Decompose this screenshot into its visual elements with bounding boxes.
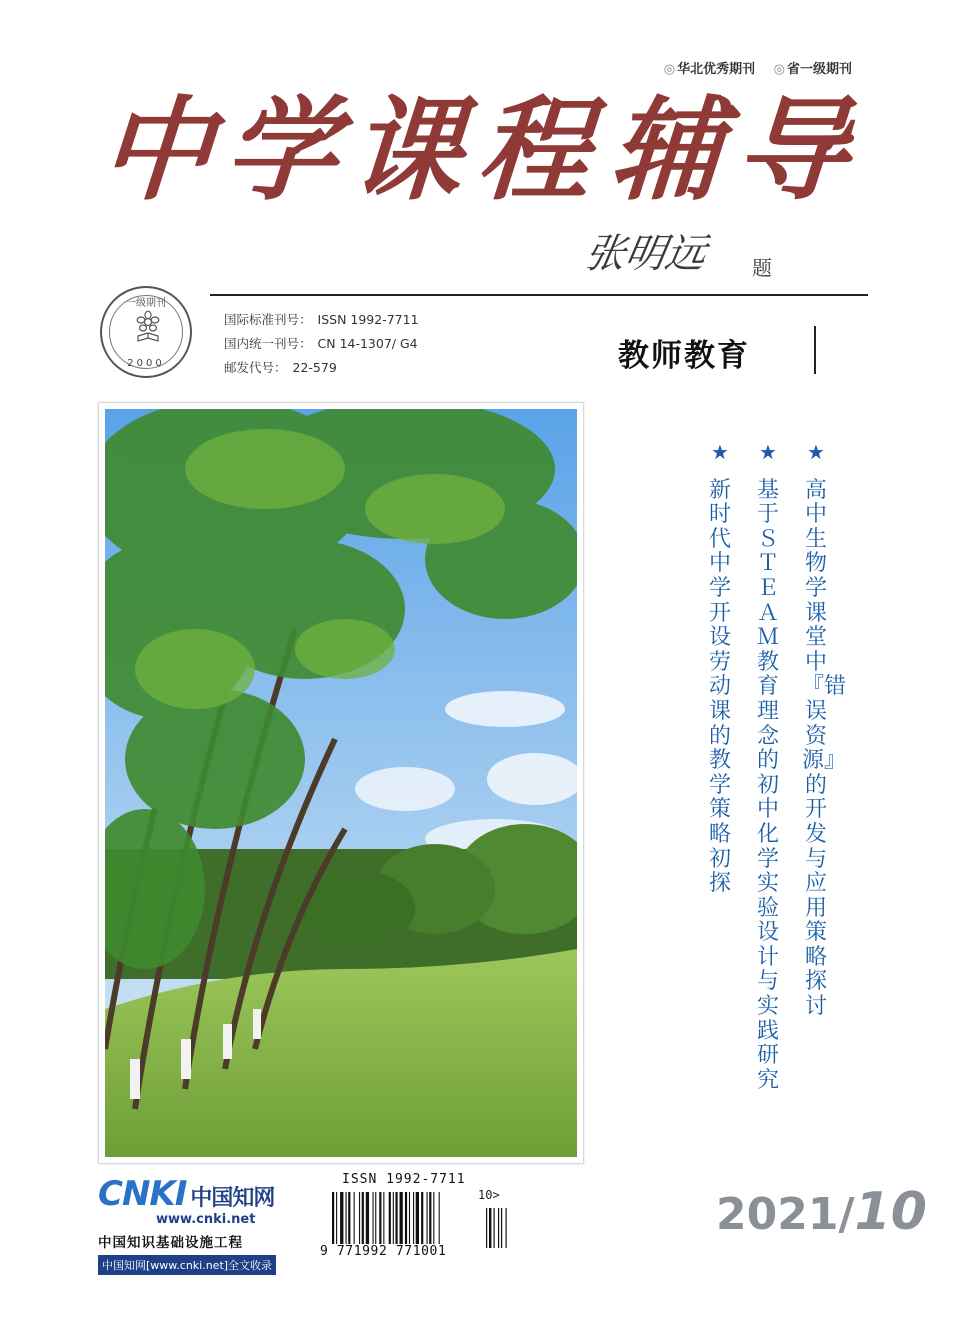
barcode-bar xyxy=(413,1192,414,1244)
barcode-bar xyxy=(395,1192,397,1244)
headline-biology xyxy=(802,440,847,1020)
headline-text: 基于ＳＴＥＡＭ教育理念的初中化学实验设计与实践研究 xyxy=(756,477,779,1093)
barcode-bar xyxy=(405,1192,407,1244)
masthead-char: 学 xyxy=(220,85,342,216)
masthead-char: 辅 xyxy=(605,85,727,216)
headline-labor-course xyxy=(706,440,734,897)
cnki-project: 中国知识基础设施工程 xyxy=(98,1235,243,1251)
barcode-bar xyxy=(362,1192,364,1244)
cnki-logo-cn: 中国知网 xyxy=(190,1185,275,1211)
barcode-addon-bar xyxy=(506,1208,507,1248)
barcode-bar xyxy=(332,1192,334,1244)
badges xyxy=(650,58,852,77)
postal-code-row: 邮发代号： 22-579 xyxy=(224,360,337,375)
barcode-bar xyxy=(340,1192,343,1244)
masthead-char: 中 xyxy=(95,85,217,216)
first-class-journal-seal xyxy=(100,286,192,378)
barcode-bar xyxy=(359,1192,360,1244)
issn-row: 国际标准刊号： ISSN 1992-7711 xyxy=(224,312,419,327)
headline-text: 新时代中学开设劳动课的教学策略初探 xyxy=(708,477,731,897)
barcode-bar xyxy=(433,1192,434,1244)
cnki-logo: CNKI 中国知网 xyxy=(98,1174,275,1214)
barcode-bar xyxy=(373,1192,374,1244)
barcode-bar xyxy=(348,1192,350,1244)
publication-info xyxy=(224,308,419,380)
barcode-bar xyxy=(409,1192,410,1244)
barcode-bar xyxy=(389,1192,391,1244)
flower-book-emblem-icon xyxy=(132,310,164,342)
star-icon: ★ xyxy=(759,440,777,464)
barcode-addon-bar xyxy=(501,1208,502,1248)
star-icon: ★ xyxy=(807,440,825,464)
cn-row: 国内统一刊号： CN 14-1307/ G4 xyxy=(224,336,418,351)
header-rule xyxy=(210,294,868,296)
signature-ti: 题 xyxy=(752,256,772,280)
headline-text: 高中生物学课堂中『错误资源』的开发与应用策略探讨 xyxy=(802,477,847,1020)
barcode-digits: 9 771992 771001 xyxy=(320,1244,447,1259)
issue-year: 2021/ xyxy=(716,1189,855,1240)
barcode-addon-bar xyxy=(494,1208,495,1248)
barcode-bar xyxy=(383,1192,384,1244)
headline-steam-chemistry xyxy=(754,440,782,1093)
issue-number xyxy=(716,1182,927,1242)
calligraphy-signature: 张明远 xyxy=(581,231,710,277)
barcode-bar xyxy=(366,1192,369,1244)
masthead-title xyxy=(95,85,860,216)
cnki-block xyxy=(98,1176,284,1275)
cnki-included-notice: 中国知网[www.cnki.net]全文收录 xyxy=(98,1255,276,1275)
barcode-addon-bar xyxy=(489,1208,491,1248)
barcode-bar xyxy=(427,1192,428,1244)
masthead-char: 导 xyxy=(731,85,853,216)
issue-num: 10 xyxy=(854,1182,927,1242)
seal-year: 2000 xyxy=(127,358,165,369)
cover-photo-park-trees xyxy=(105,409,577,1157)
cnki-url: www.cnki.net xyxy=(156,1212,256,1227)
masthead-char: 程 xyxy=(473,85,595,216)
barcode-addon-bar xyxy=(486,1208,487,1248)
barcode-bar xyxy=(375,1192,376,1244)
barcode-bar xyxy=(400,1192,403,1244)
barcode-bar xyxy=(439,1192,440,1244)
barcode-bar xyxy=(346,1192,347,1244)
barcode-bar xyxy=(336,1192,337,1244)
barcode-bar xyxy=(354,1192,355,1244)
masthead-char: 课 xyxy=(345,85,467,216)
barcode-bar xyxy=(429,1192,431,1244)
star-icon: ★ xyxy=(711,440,729,464)
barcode-addon-bar xyxy=(498,1208,499,1248)
barcode-addon: 10> xyxy=(478,1188,500,1202)
badge-provincial: ◎ 省一级期刊 xyxy=(773,62,852,77)
barcode-bar xyxy=(379,1192,381,1244)
barcode-issn: ISSN 1992-7711 xyxy=(342,1172,466,1187)
cover-photo-frame xyxy=(98,402,584,1164)
column-title-bar xyxy=(814,326,816,374)
column-title: 教师教育 xyxy=(618,338,750,374)
barcode-bar xyxy=(393,1192,394,1244)
barcode-bar xyxy=(416,1192,419,1244)
seal-top-text: 一级期刊 xyxy=(126,298,166,309)
badge-excellent: ◎ 华北优秀期刊 xyxy=(663,62,756,77)
barcode-bar xyxy=(421,1192,423,1244)
